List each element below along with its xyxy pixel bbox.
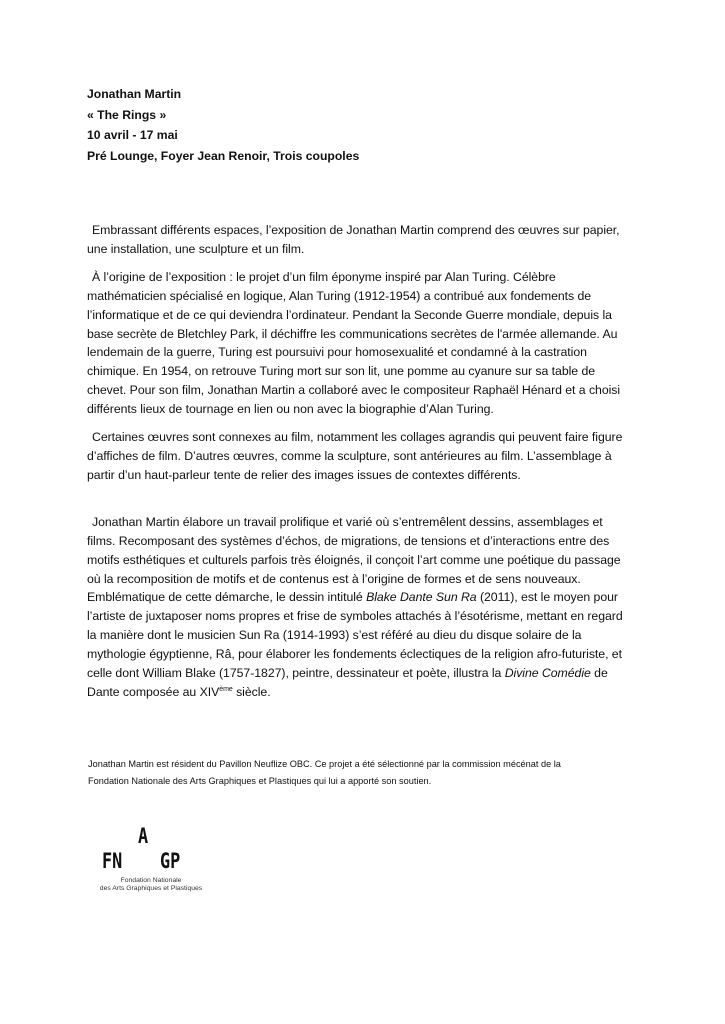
text-line: Dante composée au XIVème siècle. xyxy=(87,684,271,699)
text-line: lendemain de la guerre, Turing est poursuivi pour homosexualité et condamné à la castration xyxy=(87,345,587,360)
paragraph-4 xyxy=(87,513,643,702)
superscript: ème xyxy=(219,685,233,693)
text-line: la manière dont le musicien Sun Ra (1914-1993) s’est référé au dieu du disque solaire de la xyxy=(87,628,582,643)
text-line: une installation, une sculpture et un film. xyxy=(87,241,305,256)
text-line: chimique. En 1954, on retrouve Turing mort sur son lit, une pomme au cyanure sur sa table de xyxy=(87,364,596,379)
text-line: base secrète de Bletchley Park, il déchiffre les communications secrètes de l'armée allemande. Au xyxy=(87,326,618,341)
paragraph-1 xyxy=(87,221,643,259)
work-title: Divine Comédie xyxy=(504,666,591,681)
footnote-line: Fondation Nationale des Arts Graphiques et Plastiques qui lui a apporté son soutien. xyxy=(88,775,432,786)
text-line: chevet. Pour son film, Jonathan Martin a collaboré avec le compositeur Raphaël Hénard et a choisi xyxy=(87,383,621,398)
text-line: où la recomposition de motifs et de contenus est à l’origine de formes et de sens nouveaux. xyxy=(87,571,581,586)
text-line: l’informatique et de ce qui deviendra l’ordinateur. Pendant la Seconde Guerre mondiale, depuis la xyxy=(87,307,612,322)
text-line: partir d’un haut-parleur tente de relier des images issues de contextes différents. xyxy=(87,467,521,482)
text-line: différents lieux de tournage en lien ou non avec la biographie d’Alan Turing. xyxy=(87,402,494,417)
logo-letter-a: A xyxy=(138,824,149,848)
document-body xyxy=(87,221,643,702)
logo-letters-gp: GP xyxy=(160,849,181,873)
text-line: films. Recomposant des systèmes d’échos, de migrations, de tensions et d’interactions entre des xyxy=(87,533,610,548)
text-line: celle dont William Blake (1757-1827), peintre, dessinateur et poète, illustra la Divine Comédie de xyxy=(87,666,608,681)
exhibition-dates: 10 avril - 17 mai xyxy=(87,128,178,142)
text-line: Jonathan Martin élabore un travail prolifique et varié où s’entremêlent dessins, assemblages et xyxy=(92,514,603,529)
logo-letters-fn: FN xyxy=(102,849,123,873)
artist-name: Jonathan Martin xyxy=(87,87,182,101)
exhibition-venue: Pré Lounge, Foyer Jean Renoir, Trois coupoles xyxy=(87,148,360,163)
text-line: mathématicien spécialisé en logique, Alan Turing (1912-1954) a contribué aux fondements de xyxy=(87,288,592,303)
exhibition-title: « The Rings » xyxy=(87,107,167,122)
logo-mark xyxy=(101,826,201,876)
text-line: mythologie égyptienne, Râ, pour élaborer les fondements éclectiques de la religion afro-futuriste, et xyxy=(87,647,622,662)
logo-caption: Fondation Nationale des Arts Graphiques et Plastiques xyxy=(99,877,203,892)
footnote xyxy=(88,756,648,789)
document-header xyxy=(87,84,647,166)
text-line: Embrassant différents espaces, l’exposition de Jonathan Martin comprend des œuvres sur papier, xyxy=(92,223,620,237)
text-line: d’affiches de film. D’autres œuvres, comme la sculpture, sont antérieures au film. L’assemblage à xyxy=(87,448,612,463)
artwork-title: Blake Dante Sun Ra xyxy=(366,590,477,605)
text-line: l’artiste de juxtaposer noms propres et frise de symboles attachés à l’ésotérisme, mettant en regard xyxy=(87,609,623,624)
paragraph-3 xyxy=(87,428,643,485)
text-line: motifs esthétiques et culturels parfois très éloignés, il conçoit l’art comme une poétique du passage xyxy=(87,552,621,567)
text-line: À l’origine de l’exposition : le projet d’un film éponyme inspiré par Alan Turing. Célèbre xyxy=(92,269,556,284)
footnote-line: Jonathan Martin est résident du Pavillon Neuflize OBC. Ce projet a été sélectionné par la commission mécénat de la xyxy=(88,759,561,769)
text-line: Certaines œuvres sont connexes au film, notamment les collages agrandis qui peuvent faire figure xyxy=(92,430,623,445)
paragraph-2 xyxy=(87,268,643,419)
text-line: Emblématique de cette démarche, le dessin intitulé Blake Dante Sun Ra (2011), est le moyen pour xyxy=(87,590,618,605)
fnagp-logo xyxy=(86,826,216,898)
